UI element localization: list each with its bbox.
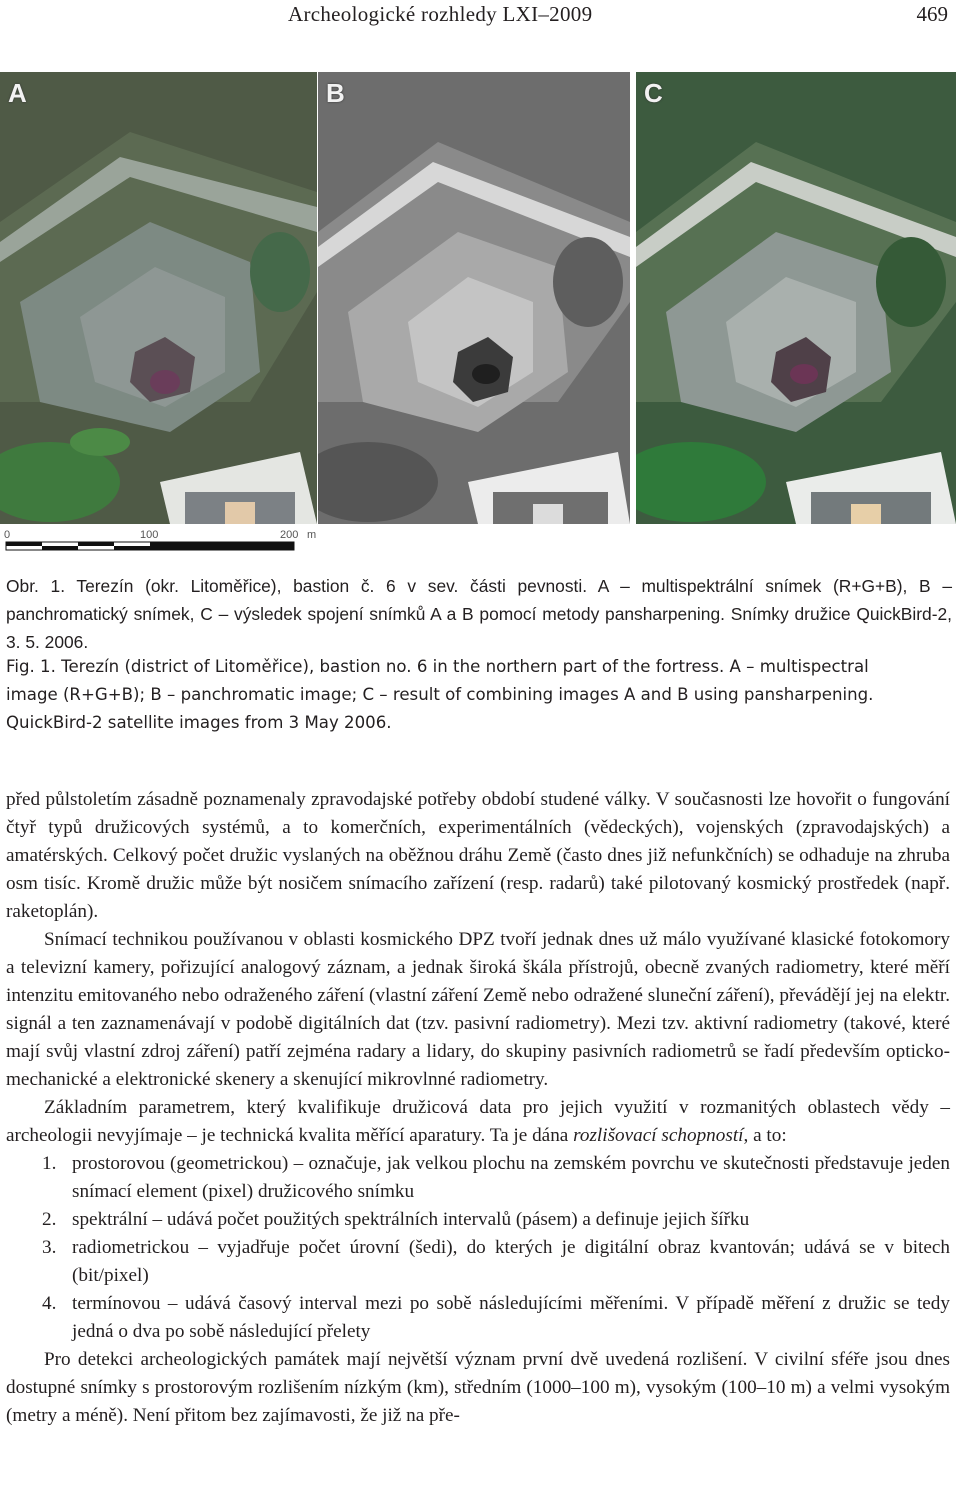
list-item-text: termínovou – udává časový interval mezi po sobě následujícími měřeními. V případě měření z družic se tedy jedná o dva po sobě následující přelety — [72, 1293, 950, 1342]
journal-title: Archeologické rozhledy LXI–2009 — [288, 2, 593, 26]
paragraph-3-italic-term: rozlišovací schopností — [573, 1125, 744, 1146]
scale-tick-0: 0 — [4, 529, 11, 541]
panel-letter-c: C — [644, 78, 663, 108]
caption-english-line: image (R+G+B); B – panchromatic image; C – result of combining images A and B using pansharpening. — [6, 685, 874, 704]
list-item — [6, 1150, 950, 1206]
image-panel-b — [318, 72, 630, 524]
figure-caption-czech: Obr. 1. Terezín (okr. Litoměřice), bastion č. 6 v sev. části pevnosti. A – multispektrální snímek (R+G+B), B – panchromatický snímek, C – výsledek spojení snímků A a B pomocí metody pansharpening. Snímky družice QuickBird-2, 3. 5. 2006. — [6, 576, 952, 652]
list-item — [6, 1290, 950, 1346]
satellite-image-c — [636, 72, 956, 524]
list-number: 4. — [42, 1293, 57, 1314]
paragraph-2: Snímací technikou používanou v oblasti kosmického DPZ tvoří jednak dnes už málo využívané klasické fotokomory a televizní kamery, pořizující analogový záznam, a jednak široká škála přístrojů, obecně zvaných radiometry, které měří intenzitu emitovaného nebo odraženého záření (vlastní záření Země nebo odražené sluneční záření), převádějí jej na elektr. signál a ten zaznamenávají v podobě digitálních dat (tzv. pasivní radiometry). Mezi tzv. aktivní radiometry (takové, které mají svůj vlastní zdroj záření) patří zejména radary a lidary, do skupiny pasivních radiometrů se řadí především opticko-mechanické a elektronické skenery a skenující mikrovlnné radiometry. — [6, 929, 950, 1090]
satellite-image-a — [0, 72, 317, 524]
list-item-text: spektrální – udává počet použitých spektrálních intervalů (pásem) a definuje jejich šířku — [72, 1209, 750, 1230]
paragraph-3 — [6, 1094, 950, 1150]
image-panel-c — [636, 72, 956, 524]
resolution-list — [6, 1150, 950, 1346]
list-item — [6, 1234, 950, 1290]
page-number: 469 — [916, 2, 948, 26]
caption-english-line: Fig. 1. Terezín (district of Litoměřice), bastion no. 6 in the northern part of the fortress. A – multispectral — [6, 657, 869, 676]
list-item-text: prostorovou (geometrickou) – označuje, jak velkou plochu na zemském povrchu ve skutečnosti představuje jeden snímací element (pixel) družicového snímku — [72, 1153, 950, 1202]
figure-caption-english — [6, 653, 952, 737]
caption-english-line: QuickBird-2 satellite images from 3 May 2006. — [6, 713, 392, 732]
satellite-image-b — [318, 72, 630, 524]
panel-letter-a: A — [8, 78, 27, 108]
list-item — [6, 1206, 950, 1234]
scale-tick-100: 100 — [140, 529, 159, 541]
running-header — [0, 0, 960, 30]
paragraph-3-end: , a to: — [743, 1125, 787, 1146]
list-number: 2. — [42, 1209, 57, 1230]
paragraph-3-text: Základním parametrem, který kvalifikuje družicová data pro jejich využití v rozmanitých oblastech vědy – archeologii nevyjímaje – je technická kvalita měřící aparatury. Ta je dána — [6, 1097, 950, 1146]
paragraph-1: před půlstoletím zásadně poznamenaly zpravodajské potřeby období studené války. V současnosti lze hovořit o fungování čtyř typů družicových systémů, a to komerčních, experimentálních (vědeckých), vojenských (zpravodajských) a amatérských. Celkový počet družic vyslaných na oběžnou dráhu Země (často dnes již nefunkčních) se odhaduje na zhruba osm tisíc. Kromě družic může být nosičem snímacího zařízení (resp. radarů) také pilotovaný kosmický prostředek (např. raketoplán). — [6, 789, 950, 922]
scale-tick-200: 200 — [280, 529, 299, 541]
scale-unit: m — [307, 529, 317, 541]
list-number: 3. — [42, 1237, 57, 1258]
panel-letter-b: B — [326, 78, 345, 108]
list-number: 1. — [42, 1153, 57, 1174]
scale-bar — [4, 528, 334, 558]
paragraph-4: Pro detekci archeologických památek mají největší význam první dvě uvedená rozlišení. V civilní sféře jsou dnes dostupné snímky s prostorovým rozlišením nízkým (km), středním (1000–100 m), vysokým (100–10 m) a velmi vysokým (metry a méně). Není přitom bez zajímavosti, že již na pře- — [6, 1349, 950, 1426]
article-body — [6, 786, 950, 1430]
image-panel-a — [0, 72, 317, 524]
list-item-text: radiometrickou – vyjadřuje počet úrovní (šedi), do kterých je digitální obraz kvantován; udává se v bitech (bit/pixel) — [72, 1237, 950, 1286]
